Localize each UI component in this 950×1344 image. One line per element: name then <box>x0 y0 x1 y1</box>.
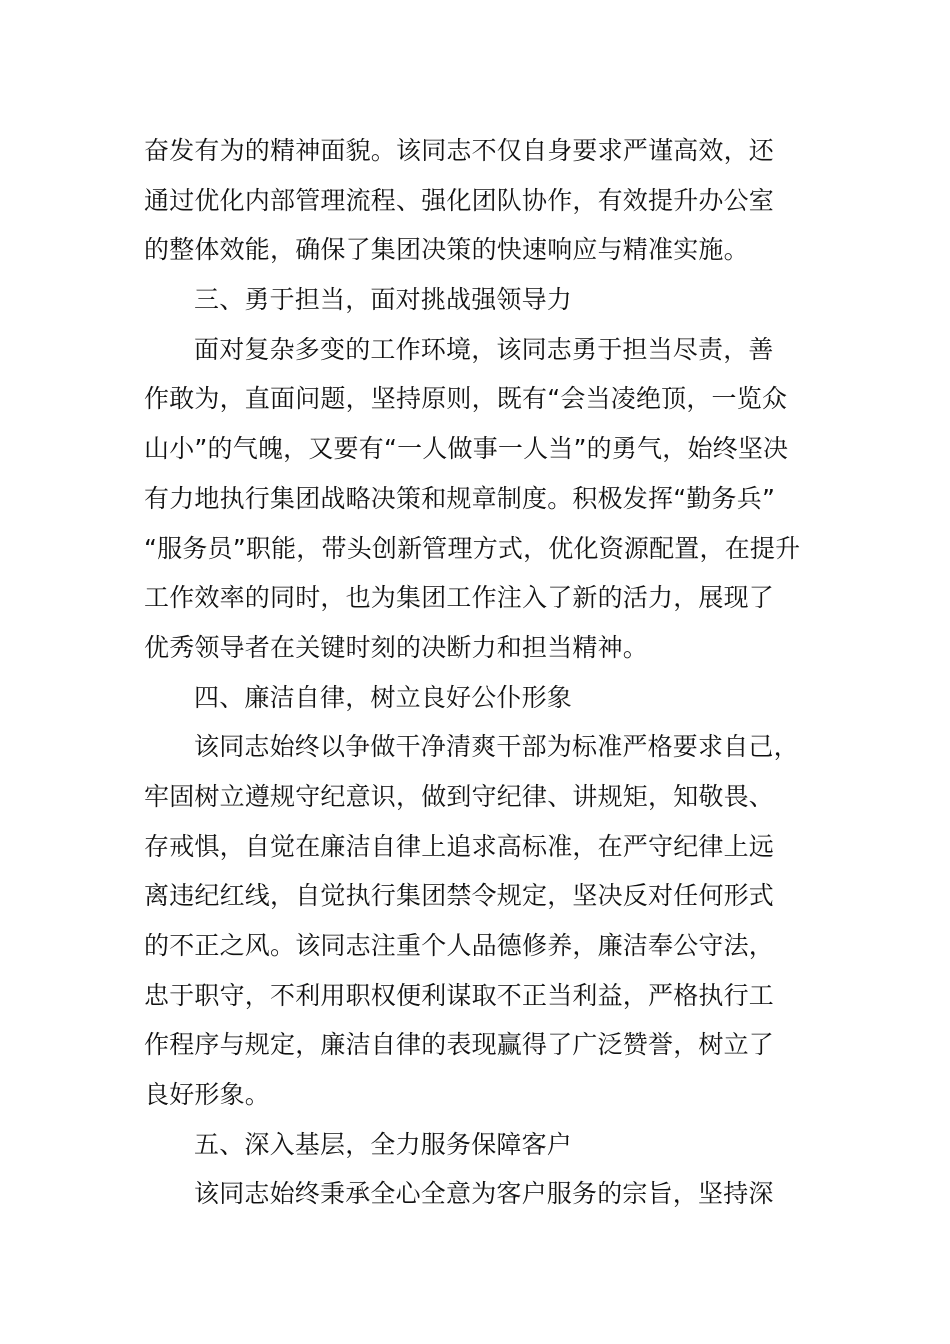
text-line: 的不正之风。该同志注重个人品德修养，廉洁奉公守法， <box>144 931 775 960</box>
text-line: “服务员”职能，带头创新管理方式，优化资源配置，在提升 <box>144 533 801 563</box>
text-line: 忠于职守，不利用职权便利谋取不正当利益，严格执行工 <box>144 980 775 1010</box>
text-line: 良好形象。 <box>144 1080 271 1110</box>
text-line: 工作效率的同时，也为集团工作注入了新的活力，展现了 <box>144 583 775 613</box>
text-line: 的整体效能，确保了集团决策的快速响应与精准实施。 <box>144 235 749 265</box>
text-line: 山小”的气魄，又要有“一人做事一人当”的勇气，始终坚决 <box>144 434 789 464</box>
section-heading-3: 三、勇于担当，面对挑战强领导力 <box>194 285 573 315</box>
text-line: 有力地执行集团战略决策和规章制度。积极发挥“勤务兵” <box>144 483 776 513</box>
text-line: 奋发有为的精神面貌。该同志不仅自身要求严谨高效，还 <box>144 136 775 165</box>
text-line: 作程序与规定，廉洁自律的表现赢得了广泛赞誉，树立了 <box>144 1030 775 1060</box>
text-line: 面对复杂多变的工作环境，该同志勇于担当尽责，善 <box>194 334 774 364</box>
document-body <box>144 126 834 1219</box>
text-line: 通过优化内部管理流程、强化团队协作，有效提升办公室 <box>144 185 775 215</box>
text-line: 牢固树立遵规守纪意识，做到守纪律、讲规矩，知敬畏、 <box>144 781 775 811</box>
text-line: 离违纪红线，自觉执行集团禁令规定，坚决反对任何形式 <box>144 881 775 911</box>
text-line: 该同志始终秉承全心全意为客户服务的宗旨，坚持深 <box>194 1179 774 1209</box>
section-heading-5: 五、深入基层，全力服务保障客户 <box>194 1129 573 1159</box>
text-line: 优秀领导者在关键时刻的决断力和担当精神。 <box>144 632 649 662</box>
text-line: 该同志始终以争做干净清爽干部为标准严格要求自己， <box>194 732 799 762</box>
text-line: 存戒惧，自觉在廉洁自律上追求高标准，在严守纪律上远 <box>144 831 775 861</box>
text-line: 作敢为，直面问题，坚持原则，既有“会当凌绝顶，一览众 <box>144 384 788 414</box>
section-heading-4: 四、廉洁自律，树立良好公仆形象 <box>194 682 573 712</box>
